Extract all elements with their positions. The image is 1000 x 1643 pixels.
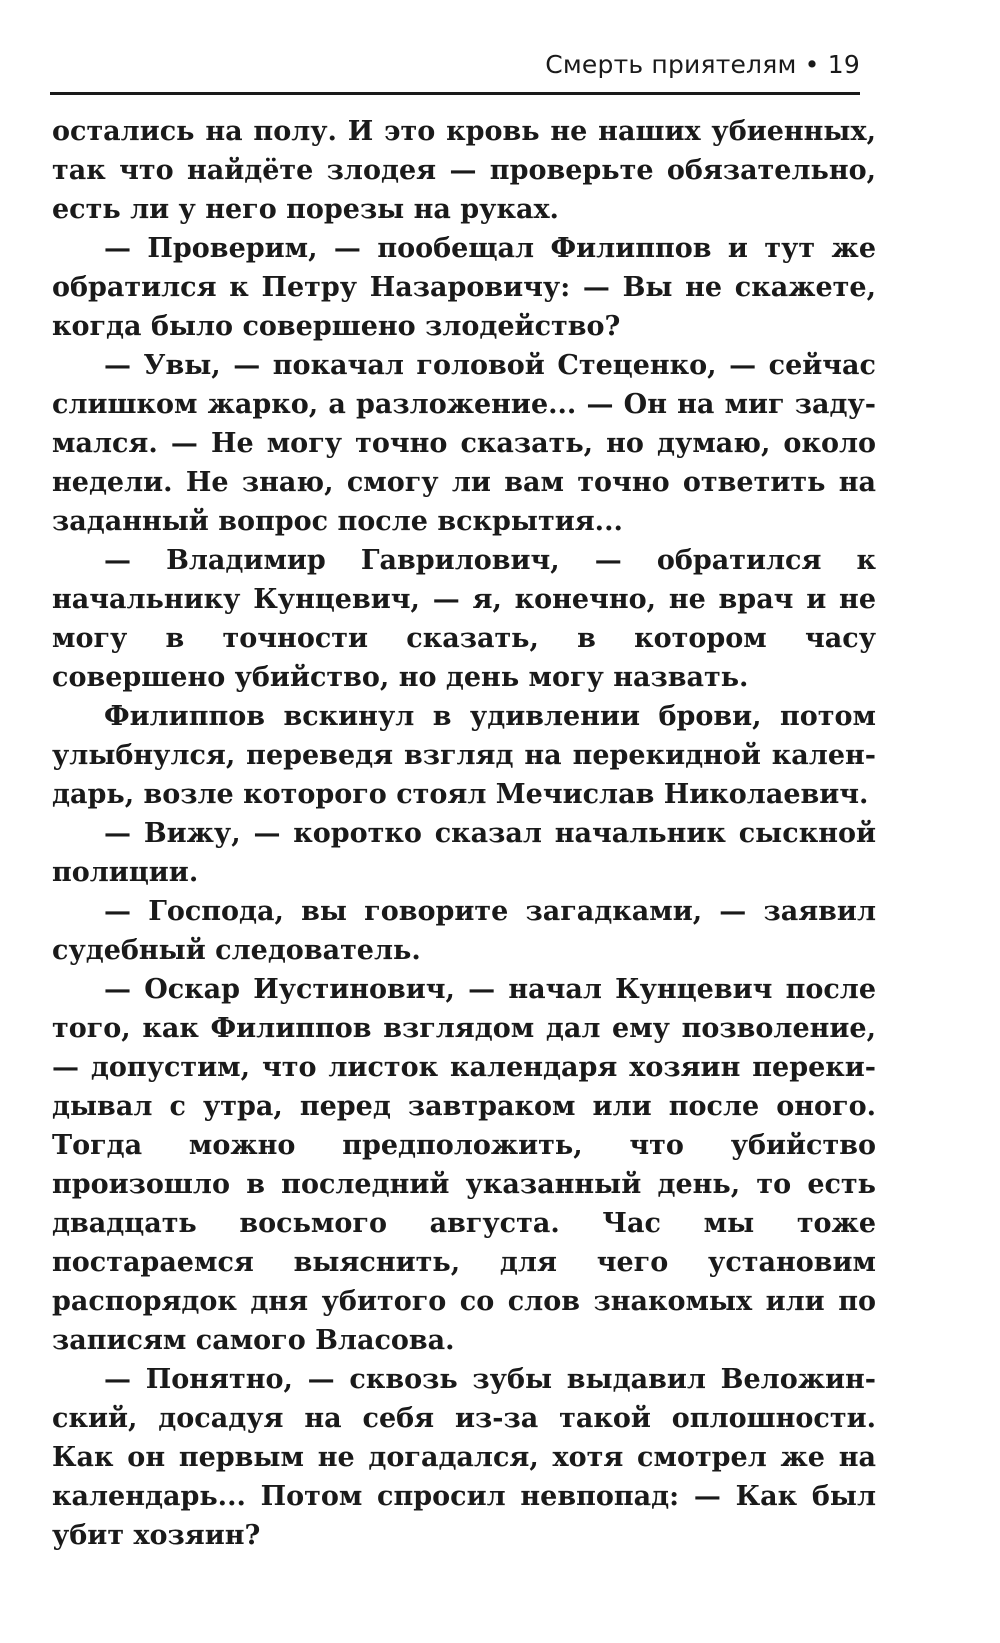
paragraph-1: остались на полу. И это кровь не наших убиенных, так что найдёте злодея — проверьте обязательно, есть ли у него порезы на руках. (52, 116, 876, 225)
paragraph-4: — Владимир Гаврилович, — обратился к начальнику Кунцевич, — я, конечно, не врач и не могу в точности сказать, в котором часу совершено убийство, но день могу назвать. (52, 545, 876, 693)
running-header: Смерть приятелям • 19 (545, 50, 860, 79)
paragraph-7: — Господа, вы говорите загадками, — заявил судебный следователь. (52, 896, 876, 966)
body-text (52, 112, 876, 1555)
paragraph-8: — Оскар Иустинович, — начал Кунцевич после того, как Филиппов взглядом дал ему позволение, — допустим, что листок календаря хозяин перекидывал с утра, перед завтраком или после оного. Тогда можно предположить, что убийство произошло в последний указанный день, то есть двадцать восьмого августа. Час мы тоже постараемся выяснить, для чего установим распорядок дня убитого со слов знакомых или по записям самого Власова. (52, 974, 876, 1356)
header-rule (50, 92, 860, 95)
paragraph-3: — Увы, — покачал головой Стеценко, — сейчас слишком жарко, а разложение... — Он на миг задумался. — Не могу точно сказать, но думаю, около недели. Не знаю, смогу ли вам точно ответить на заданный вопрос после вскрытия... (52, 350, 876, 537)
paragraph-2: — Проверим, — пообещал Филиппов и тут же обратился к Петру Назаровичу: — Вы не скажете, когда было совершено злодейство? (52, 233, 876, 342)
paragraph-5: Филиппов вскинул в удивлении брови, потом улыбнулся, переведя взгляд на перекидной календарь, возле которого стоял Мечислав Николаевич. (52, 701, 876, 810)
paragraph-9: — Понятно, — сквозь зубы выдавил Веложинский, досадуя на себя из-за такой оплошности. Как он первым не догадался, хотя смотрел же на календарь... Потом спросил невпопад: — Как был убит хозяин? (52, 1364, 876, 1551)
paragraph-6: — Вижу, — коротко сказал начальник сыскной полиции. (52, 818, 876, 888)
